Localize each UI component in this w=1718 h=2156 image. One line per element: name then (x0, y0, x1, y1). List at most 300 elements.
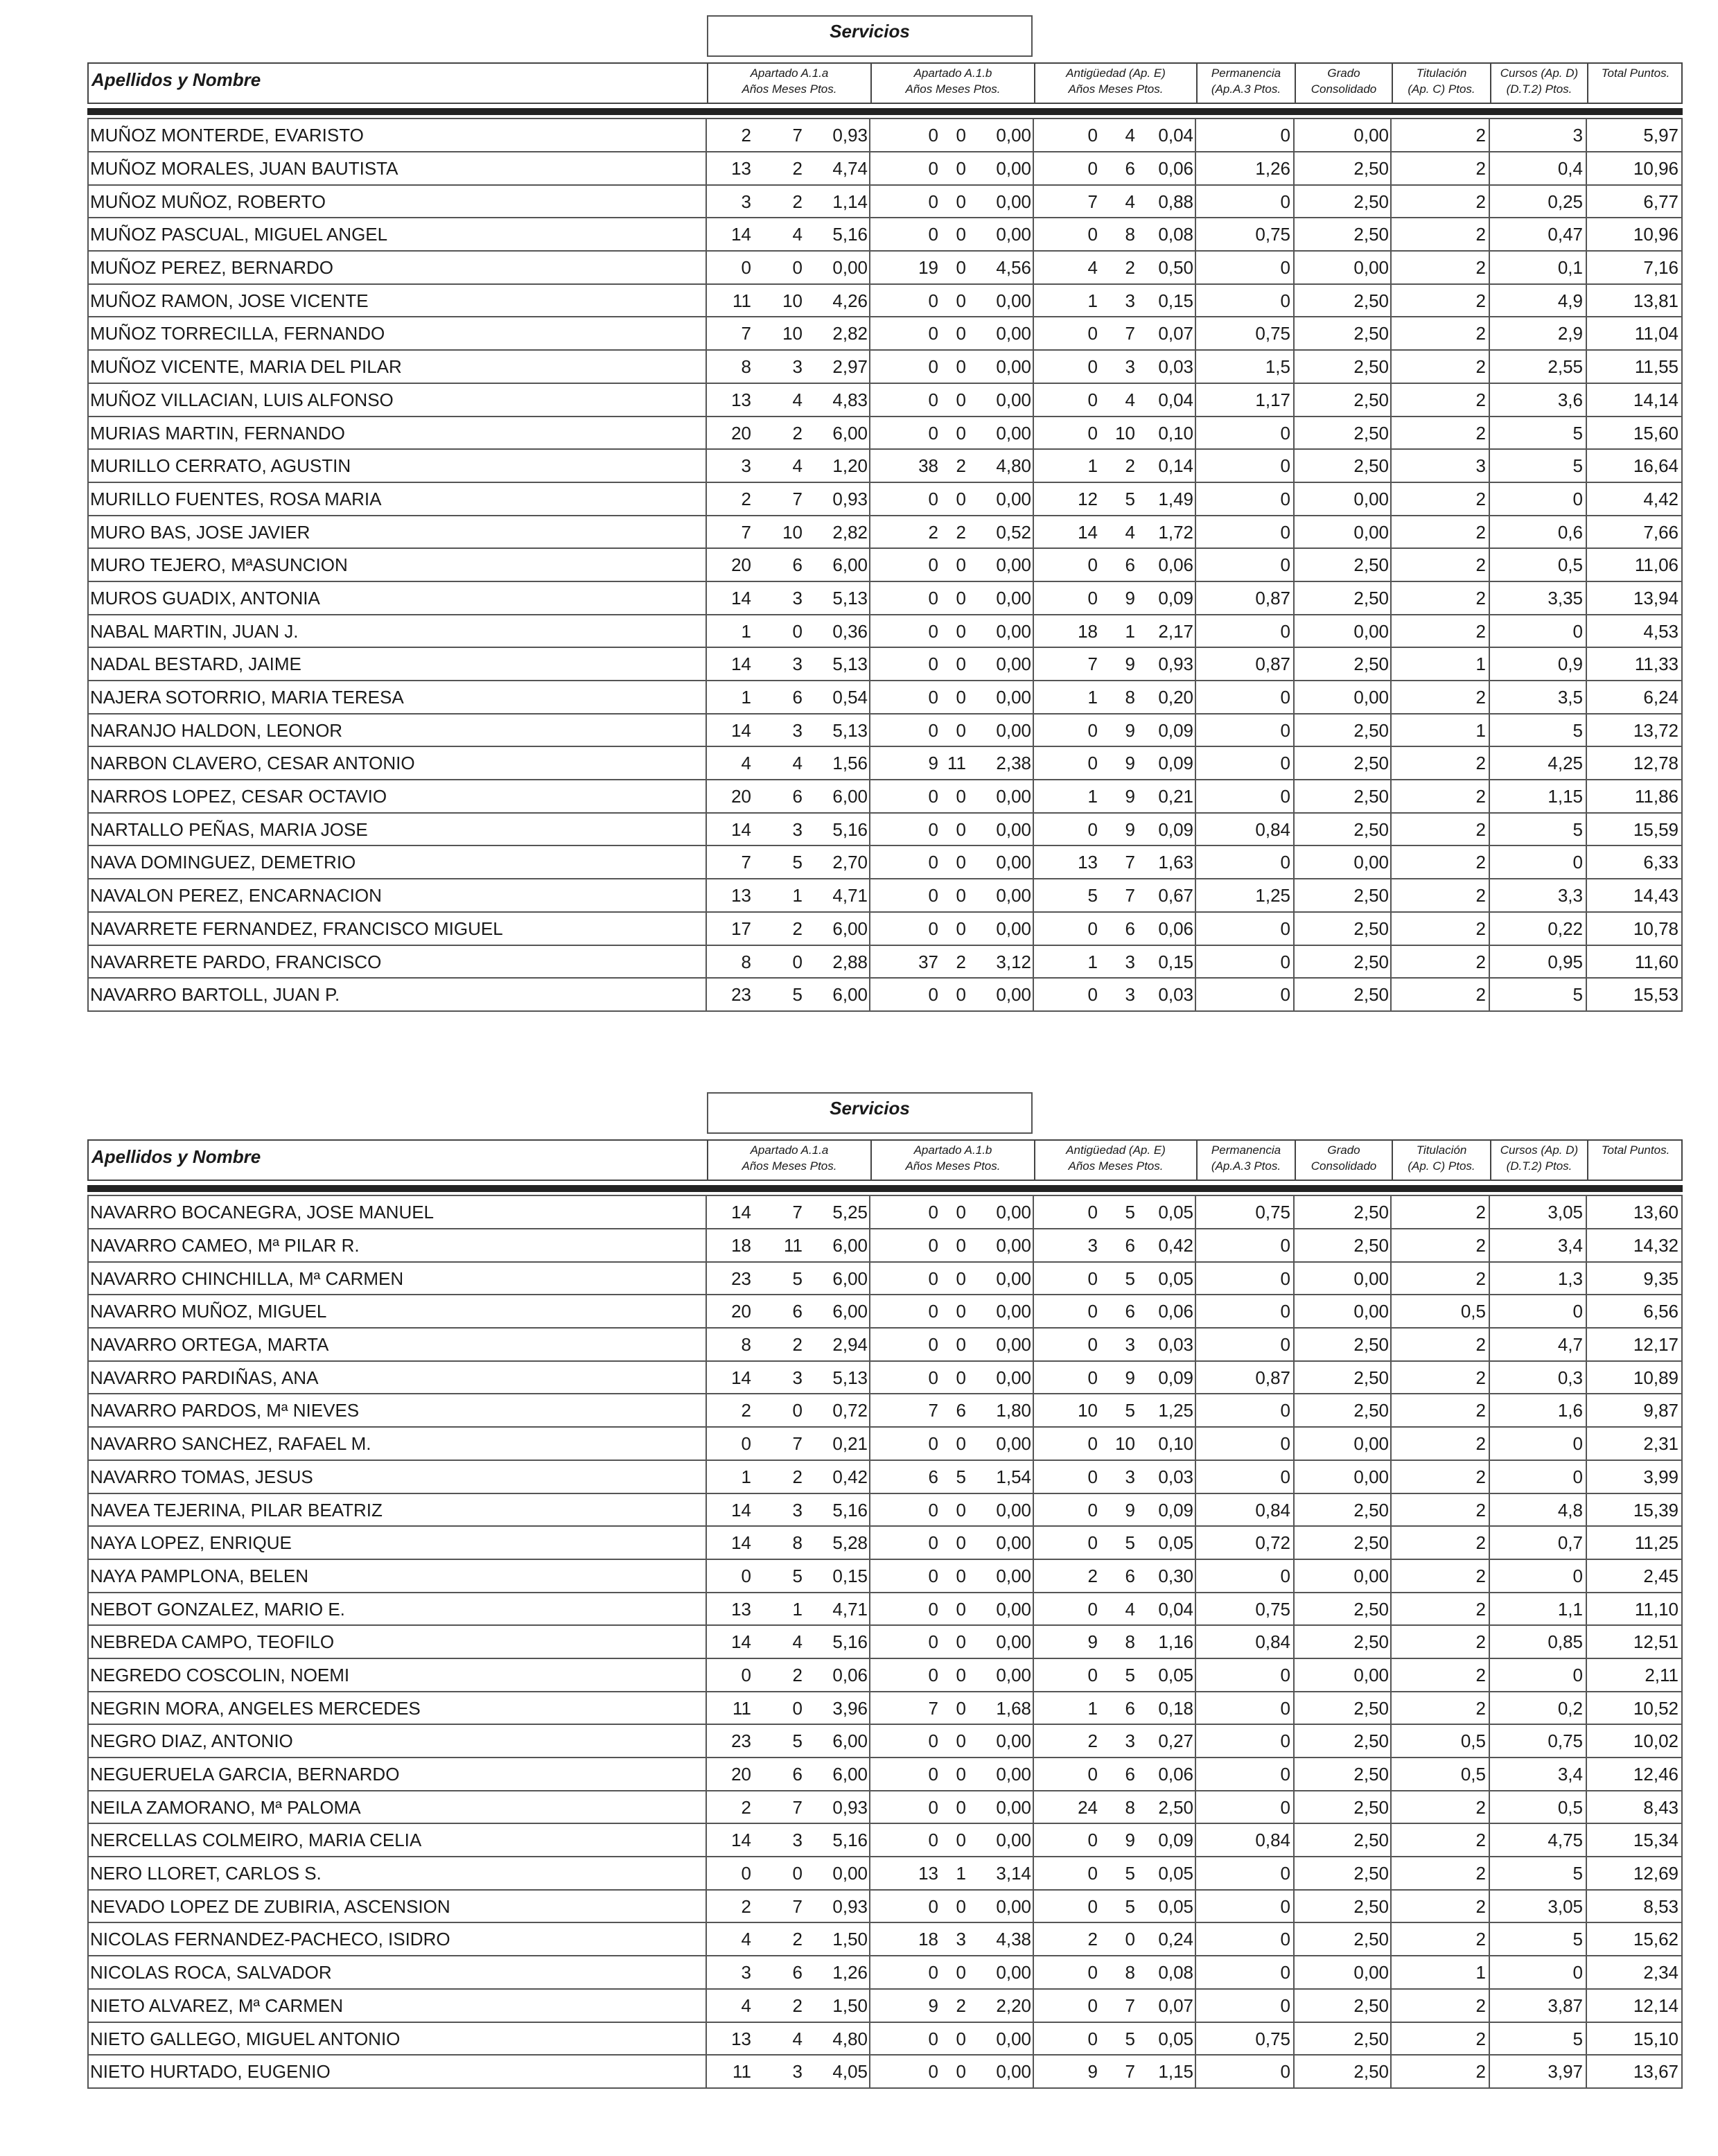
cell-a1a-months: 10 (782, 323, 803, 344)
cell-a1a-months: 5 (792, 984, 803, 1006)
cell-a1a-points: 0,21 (832, 1433, 868, 1455)
column-divider (1489, 483, 1490, 515)
cell-a1a-points: 4,80 (832, 2028, 868, 2049)
column-divider (1293, 1990, 1295, 2022)
cell-ant-points: 0,05 (1158, 1202, 1193, 1222)
cell-cursos: 5 (1572, 422, 1583, 444)
cell-a1a-points: 6,00 (832, 786, 868, 807)
column-divider (1489, 1593, 1490, 1625)
cell-total: 2,11 (1645, 1664, 1678, 1685)
cell-a1b-months: 0 (956, 719, 966, 741)
cell-a1b-years: 0 (928, 1235, 938, 1256)
cell-a1b-years: 0 (928, 1367, 938, 1388)
cell-a1b-points: 1,80 (996, 1400, 1031, 1421)
header-total: Total Puntos. (1587, 64, 1683, 103)
column-divider (1390, 119, 1392, 151)
column-divider (1489, 582, 1490, 614)
cell-total: 15,53 (1633, 984, 1678, 1006)
cell-titulacion: 2 (1475, 257, 1486, 279)
cell-a1b-months: 0 (956, 1764, 966, 1785)
cell-a1b-months: 0 (956, 1730, 966, 1752)
cell-ant-points: 0,15 (1158, 951, 1193, 972)
cell-permanencia: 0,87 (1255, 654, 1290, 675)
column-divider (1586, 1494, 1587, 1526)
cell-total: 2,45 (1643, 1565, 1678, 1586)
cell-a1b-years: 6 (928, 1466, 938, 1487)
column-divider (1489, 946, 1490, 978)
column-divider (1293, 252, 1295, 283)
column-divider (1586, 1956, 1587, 1988)
cell-a1b-months: 0 (956, 158, 966, 179)
cell-name: NEGREDO COSCOLIN, NOEMI (90, 1664, 350, 1685)
cell-a1a-years: 11 (733, 290, 751, 311)
column-divider (1586, 1329, 1587, 1360)
column-divider (1195, 1428, 1196, 1460)
cell-ant-points: 0,04 (1158, 389, 1193, 410)
column-divider (1489, 1461, 1490, 1493)
column-divider (1293, 450, 1295, 482)
column-divider (1489, 1295, 1490, 1327)
cell-permanencia: 0 (1280, 1334, 1290, 1356)
column-divider (1195, 814, 1196, 845)
cell-total: 11,33 (1634, 654, 1678, 675)
cell-grado: 2,50 (1353, 422, 1389, 444)
column-divider (1586, 979, 1587, 1010)
cell-a1a-months: 4 (792, 389, 803, 410)
cell-a1b-points: 0,00 (996, 323, 1031, 344)
header-rule-thick (87, 1185, 1683, 1192)
cell-name: NICOLAS FERNANDEZ-PACHECO, ISIDRO (90, 1929, 450, 1950)
cell-name: NARBON CLAVERO, CESAR ANTONIO (90, 753, 415, 774)
cell-total: 10,02 (1633, 1730, 1678, 1752)
cell-a1b-points: 0,00 (996, 1268, 1031, 1289)
column-divider (1489, 1196, 1490, 1228)
cell-a1b-months: 0 (956, 587, 966, 608)
cell-ant-points: 0,08 (1158, 1962, 1193, 1983)
cell-titulacion: 2 (1475, 818, 1486, 840)
column-divider (1489, 879, 1490, 911)
cell-a1a-years: 8 (741, 356, 751, 378)
cell-total: 2,34 (1643, 1962, 1678, 1983)
table-row (87, 615, 1683, 649)
cell-a1b-years: 0 (928, 1268, 938, 1289)
cell-a1b-years: 0 (928, 1796, 938, 1818)
cell-titulacion: 2 (1475, 422, 1486, 444)
column-divider (1390, 615, 1392, 647)
cell-a1b-months: 0 (956, 1895, 966, 1917)
cell-a1a-years: 1 (741, 620, 751, 642)
cell-ant-years: 0 (1087, 1301, 1098, 1322)
cell-total: 8,43 (1643, 1796, 1678, 1818)
cell-a1b-points: 1,54 (996, 1466, 1031, 1487)
cell-ant-points: 2,50 (1158, 1796, 1193, 1818)
table-row (87, 913, 1683, 946)
table-row (87, 582, 1683, 615)
cell-a1b-years: 0 (928, 1565, 938, 1586)
cell-ant-months: 7 (1125, 852, 1135, 873)
cell-a1a-months: 3 (792, 1830, 803, 1851)
table-row (87, 516, 1683, 550)
header-permanencia: Permanencia (Ap.A.3 Ptos. (1196, 64, 1295, 103)
cell-total: 12,17 (1633, 1334, 1678, 1356)
table-row (87, 317, 1683, 351)
cell-titulacion: 2 (1475, 1863, 1486, 1884)
cell-ant-months: 6 (1125, 918, 1135, 939)
column-divider (1586, 582, 1587, 614)
cell-a1a-points: 2,88 (832, 951, 868, 972)
column-divider (1586, 879, 1587, 911)
table-row (87, 1428, 1683, 1461)
cell-grado: 2,50 (1353, 786, 1389, 807)
column-divider (1586, 780, 1587, 812)
cell-a1a-points: 2,82 (832, 521, 868, 543)
header-name: Apellidos y Nombre (91, 1146, 261, 1167)
header-name: Apellidos y Nombre (91, 69, 261, 90)
column-divider (1489, 846, 1490, 878)
cell-a1b-years: 0 (928, 918, 938, 939)
cell-grado: 2,50 (1353, 1631, 1389, 1653)
cell-a1b-years: 7 (928, 1400, 938, 1421)
column-divider (1489, 1758, 1490, 1790)
column-divider (1293, 1923, 1295, 1955)
cell-a1b-months: 0 (956, 1334, 966, 1356)
cell-titulacion: 2 (1475, 1367, 1486, 1388)
cell-a1b-years: 9 (928, 1995, 938, 2016)
header-a1b: Apartado A.1.b Años Meses Ptos. (870, 1141, 1034, 1180)
cell-a1a-years: 13 (731, 158, 751, 179)
column-divider (1293, 1857, 1295, 1889)
cell-ant-points: 0,06 (1158, 918, 1193, 939)
column-divider (1293, 1527, 1295, 1559)
cell-permanencia: 0,84 (1255, 1830, 1290, 1851)
column-divider (1586, 1362, 1587, 1394)
cell-ant-months: 9 (1125, 818, 1135, 840)
cell-ant-points: 0,03 (1158, 1334, 1193, 1356)
column-divider (1489, 516, 1490, 548)
cell-a1b-months: 0 (956, 323, 966, 344)
column-divider (1489, 450, 1490, 482)
cell-a1b-years: 18 (918, 1929, 938, 1950)
cell-a1a-years: 3 (741, 191, 751, 212)
cell-grado: 2,50 (1353, 719, 1389, 741)
cell-total: 4,53 (1643, 620, 1678, 642)
cell-a1a-years: 14 (731, 1202, 751, 1222)
cell-ant-points: 2,17 (1158, 620, 1193, 642)
cell-a1b-points: 0,00 (996, 389, 1031, 410)
cell-a1b-months: 0 (956, 1301, 966, 1322)
cell-titulacion: 2 (1475, 1268, 1486, 1289)
column-divider (1390, 186, 1392, 218)
cell-grado: 2,50 (1353, 1895, 1389, 1917)
cell-a1b-points: 0,00 (996, 1796, 1031, 1818)
cell-ant-points: 0,09 (1158, 818, 1193, 840)
cell-titulacion: 2 (1475, 323, 1486, 344)
cell-titulacion: 2 (1475, 158, 1486, 179)
cell-a1b-months: 0 (956, 1499, 966, 1520)
table-row (87, 1956, 1683, 1990)
servicios-label: Servicios (707, 1092, 1033, 1134)
cell-a1b-points: 0,00 (996, 1532, 1031, 1554)
cell-a1a-points: 6,00 (832, 554, 868, 576)
cell-a1b-points: 0,00 (996, 654, 1031, 675)
column-divider (1390, 1263, 1392, 1295)
cell-a1b-years: 0 (928, 1830, 938, 1851)
cell-total: 11,10 (1634, 1598, 1678, 1620)
cell-total: 11,25 (1634, 1532, 1678, 1554)
cell-grado: 2,50 (1353, 1764, 1389, 1785)
column-divider (1293, 152, 1295, 184)
column-divider (1390, 1923, 1392, 1955)
column-divider (1586, 1229, 1587, 1261)
table-row (87, 119, 1683, 152)
cell-cursos: 5 (1572, 1863, 1583, 1884)
cell-name: NABAL MARTIN, JUAN J. (90, 620, 299, 642)
cell-a1a-years: 0 (741, 1565, 751, 1586)
column-divider (1195, 681, 1196, 713)
cell-a1b-months: 0 (956, 1962, 966, 1983)
cell-a1a-months: 0 (792, 620, 803, 642)
column-divider (1586, 1659, 1587, 1691)
cell-cursos: 0,7 (1557, 1532, 1583, 1554)
cell-ant-years: 1 (1087, 687, 1098, 708)
cell-a1a-points: 4,74 (832, 158, 868, 179)
column-divider (1489, 615, 1490, 647)
cell-grado: 2,50 (1353, 1400, 1389, 1421)
cell-ant-years: 0 (1087, 1466, 1098, 1487)
cell-titulacion: 1 (1475, 719, 1486, 741)
cell-a1a-years: 20 (731, 786, 751, 807)
cell-a1b-months: 1 (956, 1863, 966, 1884)
column-divider (1489, 1791, 1490, 1823)
cell-a1a-years: 0 (741, 1433, 751, 1455)
cell-ant-months: 5 (1125, 488, 1135, 509)
cell-ant-points: 0,14 (1158, 455, 1193, 477)
cell-ant-months: 10 (1115, 422, 1135, 444)
cell-permanencia: 0,75 (1255, 2028, 1290, 2049)
cell-a1b-years: 0 (928, 1730, 938, 1752)
cell-a1a-years: 20 (731, 554, 751, 576)
column-divider (1195, 747, 1196, 779)
column-divider (1390, 979, 1392, 1010)
cell-a1b-points: 0,00 (996, 1235, 1031, 1256)
table-row (87, 648, 1683, 681)
column-divider (1195, 483, 1196, 515)
column-divider (1195, 1295, 1196, 1327)
cell-a1b-years: 37 (918, 951, 938, 972)
cell-a1a-years: 11 (733, 1697, 751, 1719)
column-divider (1489, 1494, 1490, 1526)
cell-ant-months: 4 (1125, 521, 1135, 543)
cell-a1a-years: 2 (741, 125, 751, 146)
cell-titulacion: 2 (1475, 587, 1486, 608)
cell-permanencia: 0 (1280, 1995, 1290, 2016)
cell-grado: 2,50 (1353, 918, 1389, 939)
cell-permanencia: 0 (1280, 1863, 1290, 1884)
cell-ant-years: 0 (1087, 1598, 1098, 1620)
cell-a1b-points: 0,00 (996, 885, 1031, 906)
cell-ant-years: 0 (1087, 1895, 1098, 1917)
cell-a1a-months: 3 (792, 719, 803, 741)
cell-ant-years: 0 (1087, 389, 1098, 410)
cell-a1b-years: 0 (928, 158, 938, 179)
cell-a1b-years: 0 (928, 224, 938, 245)
cell-permanencia: 0,87 (1255, 1367, 1290, 1388)
column-divider (1195, 582, 1196, 614)
cell-ant-months: 9 (1125, 786, 1135, 807)
cell-grado: 0,00 (1353, 852, 1389, 873)
cell-cursos: 0 (1572, 1565, 1583, 1586)
table-row (87, 715, 1683, 748)
cell-a1b-points: 0,00 (996, 1565, 1031, 1586)
cell-a1b-points: 3,14 (996, 1863, 1031, 1884)
cell-grado: 2,50 (1353, 753, 1389, 774)
cell-ant-months: 5 (1125, 1202, 1135, 1222)
header-a1a: Apartado A.1.a Años Meses Ptos. (707, 64, 870, 103)
cell-grado: 2,50 (1353, 984, 1389, 1006)
column-divider (1586, 615, 1587, 647)
cell-ant-points: 0,05 (1158, 1532, 1193, 1554)
column-divider (1390, 1758, 1392, 1790)
table-row (87, 1560, 1683, 1593)
cell-a1a-points: 5,16 (832, 1499, 868, 1520)
column-divider (1390, 1593, 1392, 1625)
cell-name: MUÑOZ VICENTE, MARIA DEL PILAR (90, 356, 402, 378)
cell-a1a-months: 4 (792, 455, 803, 477)
cell-name: NIETO ALVAREZ, Mª CARMEN (90, 1995, 344, 2016)
cell-name: NAVARRETE PARDO, FRANCISCO (90, 951, 382, 972)
column-divider (1586, 1923, 1587, 1955)
cell-permanencia: 0 (1280, 1730, 1290, 1752)
cell-a1a-months: 7 (792, 488, 803, 509)
cell-permanencia: 0 (1280, 125, 1290, 146)
column-divider (1195, 417, 1196, 449)
cell-titulacion: 2 (1475, 951, 1486, 972)
cell-titulacion: 2 (1475, 1400, 1486, 1421)
cell-ant-points: 1,63 (1158, 852, 1193, 873)
cell-a1b-points: 0,00 (996, 488, 1031, 509)
cell-cursos: 0,6 (1557, 521, 1583, 543)
cell-grado: 2,50 (1353, 1796, 1389, 1818)
cell-titulacion: 2 (1475, 786, 1486, 807)
cell-a1b-years: 0 (928, 1962, 938, 1983)
header-titulacion: Titulación (Ap. C) Ptos. (1392, 1141, 1490, 1180)
cell-ant-years: 0 (1087, 1499, 1098, 1520)
cell-cursos: 5 (1572, 719, 1583, 741)
cell-grado: 2,50 (1353, 224, 1389, 245)
cell-a1b-points: 0,00 (996, 224, 1031, 245)
column-divider (1586, 384, 1587, 416)
column-divider (1293, 615, 1295, 647)
cell-ant-points: 0,03 (1158, 356, 1193, 378)
cell-ant-points: 0,09 (1158, 1499, 1193, 1520)
cell-cursos: 3,5 (1557, 687, 1583, 708)
table-row (87, 218, 1683, 252)
cell-a1b-years: 0 (928, 323, 938, 344)
cell-ant-months: 9 (1125, 587, 1135, 608)
header-permanencia: Permanencia (Ap.A.3 Ptos. (1196, 1141, 1295, 1180)
column-divider (1489, 747, 1490, 779)
cell-a1a-years: 14 (731, 1532, 751, 1554)
column-divider (1195, 1824, 1196, 1856)
cell-grado: 0,00 (1353, 1565, 1389, 1586)
column-divider (1293, 1725, 1295, 1757)
cell-permanencia: 0 (1280, 719, 1290, 741)
cell-a1a-years: 13 (731, 885, 751, 906)
cell-a1a-years: 4 (741, 753, 751, 774)
cell-ant-months: 5 (1125, 1532, 1135, 1554)
cell-ant-points: 1,72 (1158, 521, 1193, 543)
cell-permanencia: 0 (1280, 1796, 1290, 1818)
cell-ant-months: 0 (1125, 1929, 1135, 1950)
header-antiguedad: Antigüedad (Ap. E) Años Meses Ptos. (1034, 1141, 1196, 1180)
cell-ant-years: 2 (1087, 1565, 1098, 1586)
cell-a1b-months: 0 (956, 2061, 966, 2083)
cell-cursos: 0,1 (1557, 257, 1583, 279)
column-divider (1195, 1461, 1196, 1493)
cell-a1a-points: 1,50 (832, 1995, 868, 2016)
cell-ant-years: 7 (1087, 654, 1098, 675)
cell-ant-years: 0 (1087, 818, 1098, 840)
cell-a1b-years: 38 (918, 455, 938, 477)
cell-grado: 0,00 (1353, 125, 1389, 146)
column-divider (1195, 1659, 1196, 1691)
cell-a1a-months: 6 (792, 554, 803, 576)
cell-permanencia: 0 (1280, 620, 1290, 642)
cell-a1a-months: 2 (792, 1995, 803, 2016)
cell-a1b-months: 2 (956, 521, 966, 543)
cell-name: NAVARRETE FERNANDEZ, FRANCISCO MIGUEL (90, 918, 503, 939)
cell-ant-years: 0 (1087, 323, 1098, 344)
cell-a1b-years: 0 (928, 786, 938, 807)
cell-a1b-months: 0 (956, 620, 966, 642)
cell-a1b-years: 0 (928, 1631, 938, 1653)
cell-a1b-years: 0 (928, 654, 938, 675)
cell-a1b-months: 0 (956, 1664, 966, 1685)
column-divider (1293, 979, 1295, 1010)
cell-a1b-points: 0,00 (996, 1730, 1031, 1752)
cell-a1b-months: 0 (956, 786, 966, 807)
cell-ant-months: 8 (1125, 687, 1135, 708)
cell-a1b-points: 0,00 (996, 1433, 1031, 1455)
cell-ant-years: 0 (1087, 1367, 1098, 1388)
cell-total: 15,59 (1633, 818, 1678, 840)
cell-a1b-points: 4,38 (996, 1929, 1031, 1950)
cell-a1b-points: 0,00 (996, 1631, 1031, 1653)
table-row (87, 417, 1683, 450)
cell-name: NARROS LOPEZ, CESAR OCTAVIO (90, 786, 387, 807)
column-divider (1195, 1626, 1196, 1658)
cell-a1a-years: 13 (731, 389, 751, 410)
cell-ant-years: 4 (1087, 257, 1098, 279)
column-divider (1390, 549, 1392, 581)
table-row (87, 814, 1683, 847)
column-divider (1195, 1692, 1196, 1724)
cell-permanencia: 0 (1280, 918, 1290, 939)
cell-a1a-months: 5 (792, 1565, 803, 1586)
cell-cursos: 0,75 (1548, 1730, 1583, 1752)
cell-a1a-years: 3 (741, 1962, 751, 1983)
cell-total: 13,81 (1633, 290, 1678, 311)
column-divider (1586, 1824, 1587, 1856)
cell-ant-months: 9 (1125, 1830, 1135, 1851)
cell-a1b-years: 0 (928, 2028, 938, 2049)
cell-ant-months: 5 (1125, 1400, 1135, 1421)
column-divider (1195, 1725, 1196, 1757)
cell-titulacion: 2 (1475, 1598, 1486, 1620)
column-divider (1293, 1263, 1295, 1295)
cell-permanencia: 0 (1280, 191, 1290, 212)
cell-a1b-points: 2,38 (996, 753, 1031, 774)
